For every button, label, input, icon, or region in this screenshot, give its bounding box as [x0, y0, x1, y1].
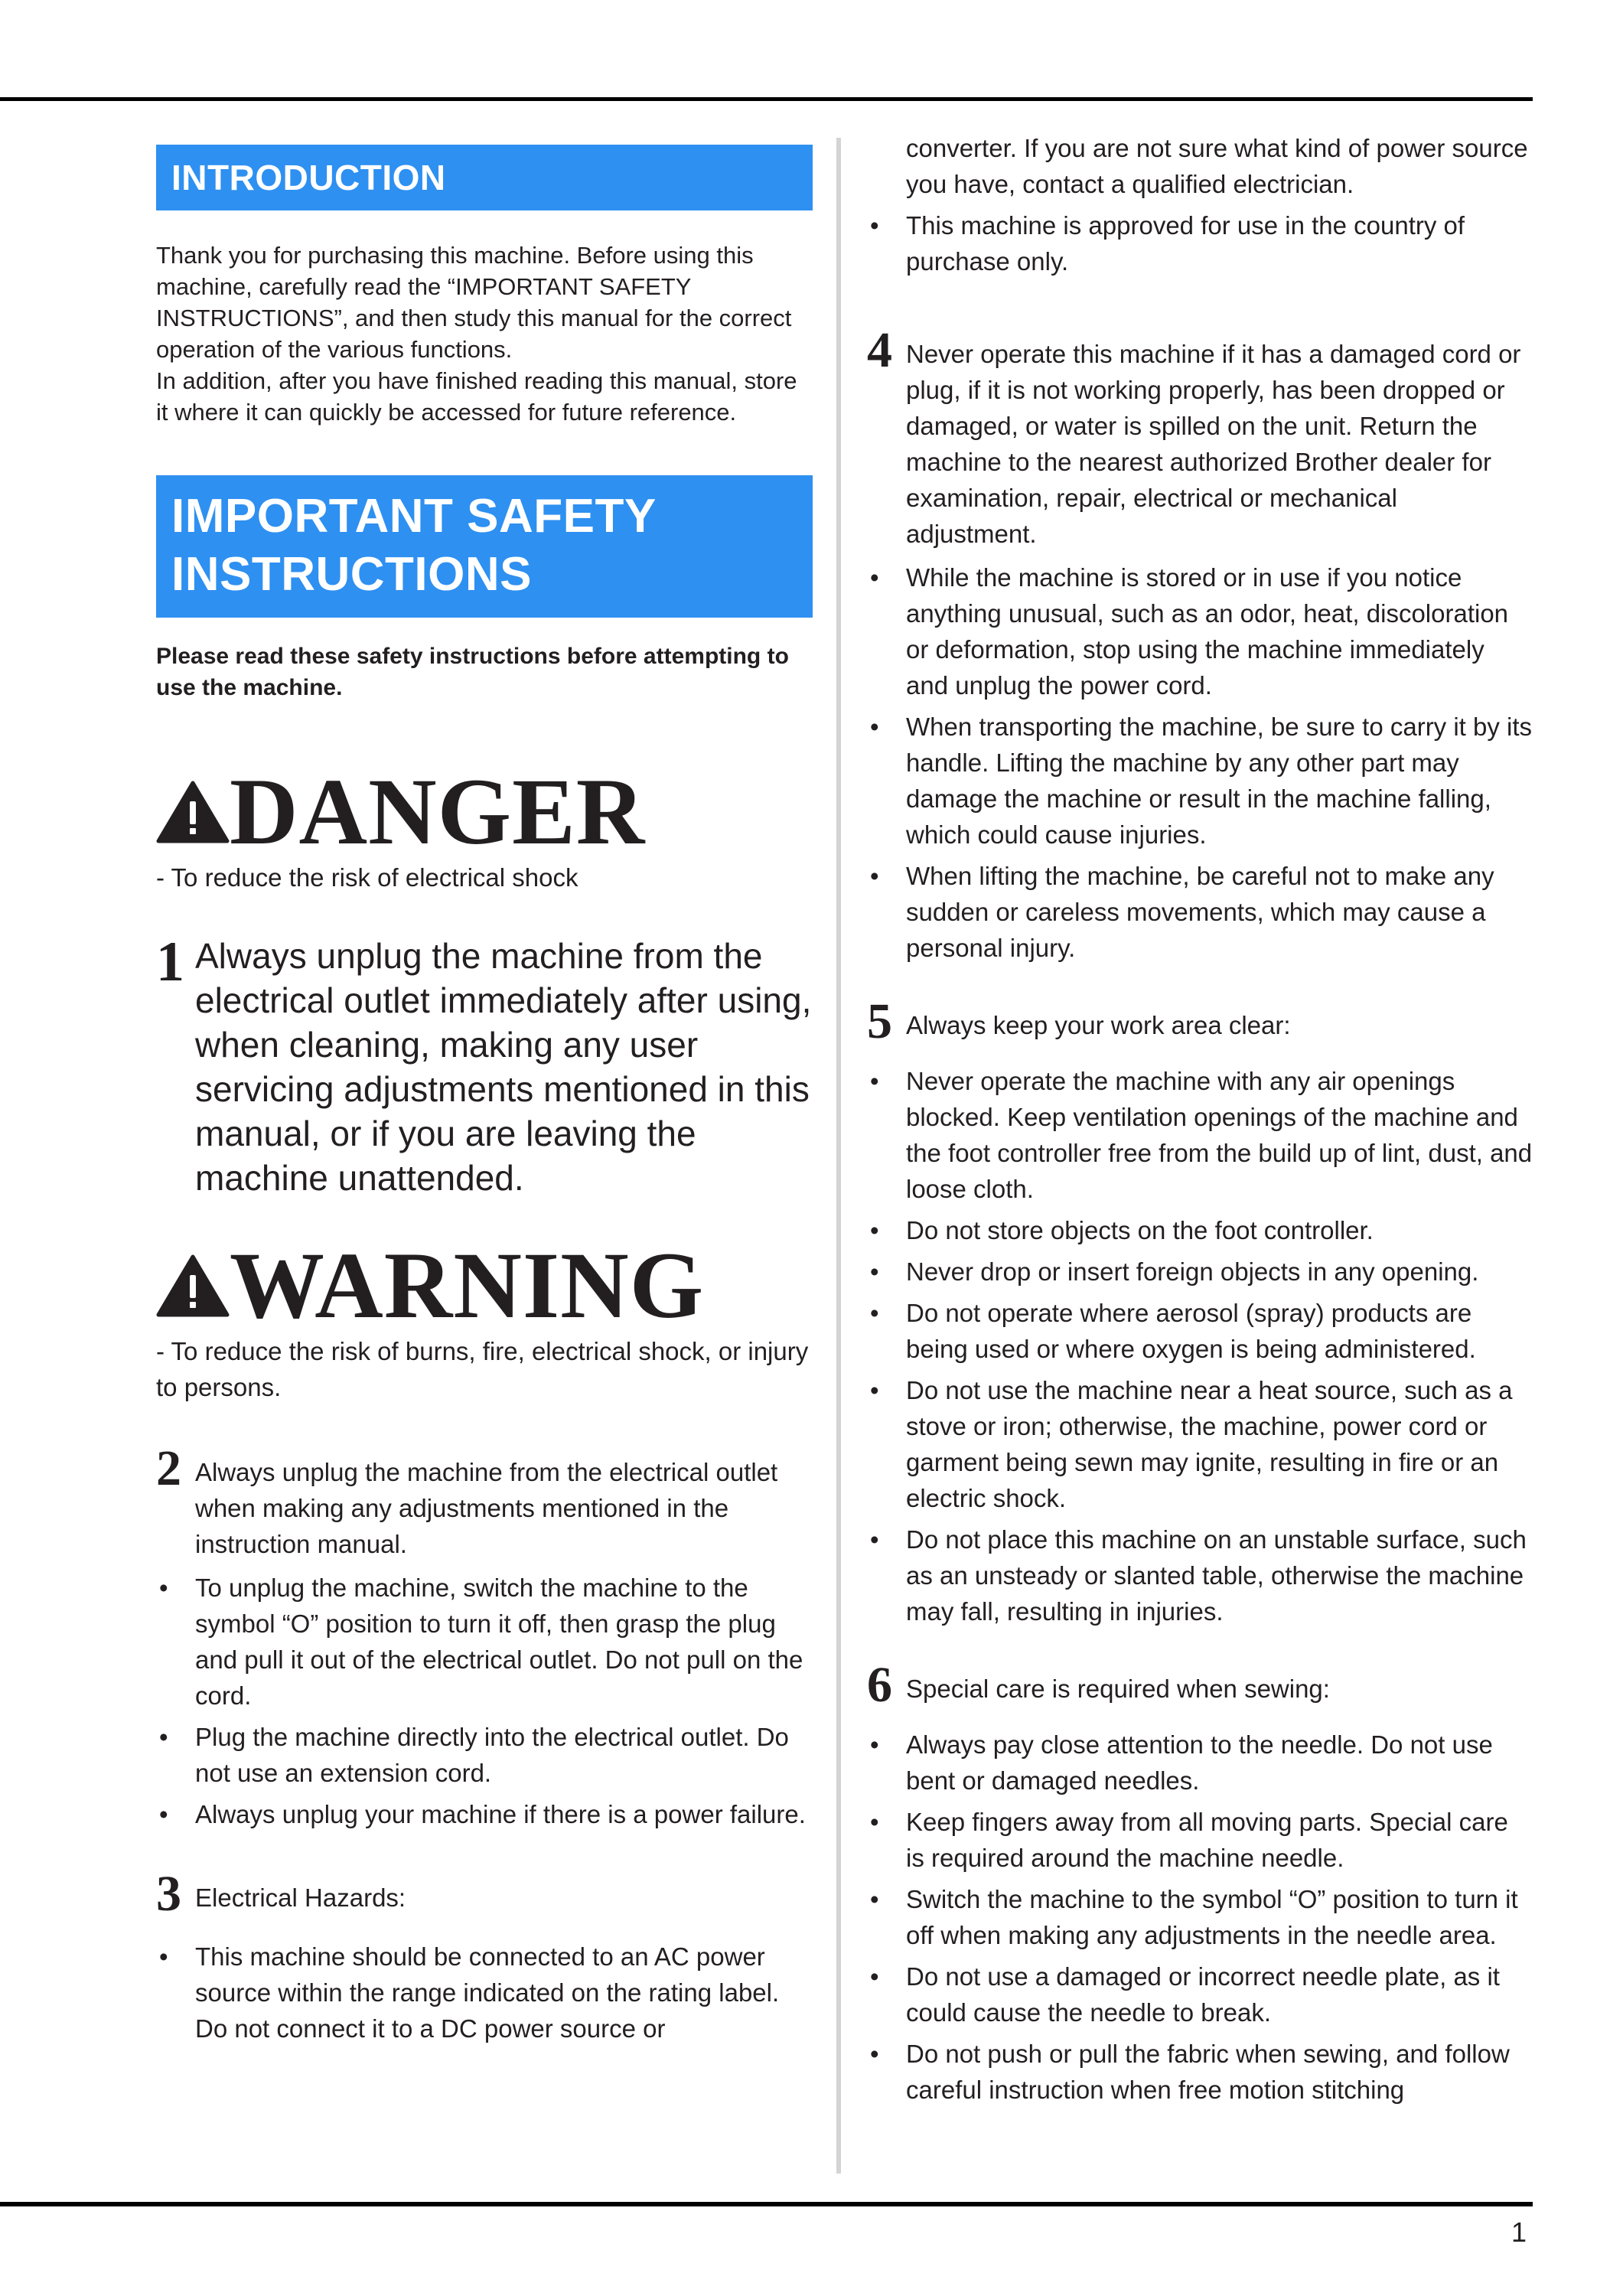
list-item: • Never drop or insert foreign objects in any opening.: [867, 1254, 1533, 1290]
item-lead-text: Always unplug the machine from the electrical outlet immediately after using, when cleaning, making any user servicing adjustments mentioned in this manual, or if you are leaving the machine unattended.: [195, 936, 812, 1198]
list-item: • While the machine is stored or in use if you notice anything unusual, such as an odor, heat, discoloration or deformation, stop using the machine immediately and unplug the power cord.: [867, 559, 1533, 703]
item-lead-text: Always unplug the machine from the electrical outlet when making any adjustments mentioned in the instruction manual.: [195, 1458, 778, 1558]
warning-triangle-icon: [156, 1254, 230, 1318]
bottom-rule: [0, 2202, 1533, 2206]
safety-note: Please read these safety instructions before attempting to use the machine.: [156, 644, 789, 700]
item-number: 4: [867, 322, 892, 378]
danger-subtitle: - To reduce the risk of electrical shock: [156, 863, 578, 892]
list-item: • Do not operate where aerosol (spray) products are being used or where oxygen is being administered.: [867, 1295, 1533, 1367]
item-bullet-list: [156, 1570, 813, 1832]
safety-item-5: [867, 993, 1533, 1629]
item-lead-text: Never operate this machine if it has a damaged cord or plug, if it is not working properly, has been dropped or damaged, or water is spilled on the unit. Return the machine to the nearest authorized Brother dealer for examination, repair, electrical or mechanical adjustment.: [906, 340, 1521, 548]
item-lead-text: Always keep your work area clear:: [906, 1011, 1291, 1039]
list-item: • Plug the machine directly into the electrical outlet. Do not use an extension cord.: [156, 1719, 813, 1791]
list-item: • To unplug the machine, switch the machine to the symbol “O” position to turn it off, then grasp the plug and pull it out of the electrical outlet. Do not pull on the cord.: [156, 1570, 813, 1714]
item-3-continued-text: converter. If you are not sure what kind of power source you have, contact a qualified electrician.: [906, 134, 1528, 198]
item-number: 5: [867, 993, 892, 1049]
list-item: • Switch the machine to the symbol “O” position to turn it off when making any adjustments in the needle area.: [867, 1881, 1533, 1953]
list-item: • When lifting the machine, be careful not to make any sudden or careless movements, which may cause a personal injury.: [867, 858, 1533, 966]
safety-heading: IMPORTANT SAFETY INSTRUCTIONS: [156, 475, 813, 618]
left-column: [156, 145, 813, 2052]
item-bullet-list: [156, 1939, 813, 2047]
column-divider: [836, 138, 841, 2174]
introduction-paragraph: In addition, after you have finished reading this manual, store it where it can quickly be accessed for future reference.: [156, 367, 797, 426]
item-lead-text: Special care is required when sewing:: [906, 1675, 1330, 1703]
item-bullet-list: [867, 559, 1533, 966]
list-item: • Keep fingers away from all moving parts. Special care is required around the machine needle.: [867, 1804, 1533, 1876]
warning-word: WARNING: [230, 1233, 705, 1338]
list-item: • This machine is approved for use in the country of purchase only.: [867, 207, 1533, 279]
page-number: 1: [1511, 2216, 1527, 2248]
warning-subtitle: - To reduce the risk of burns, fire, electrical shock, or injury to persons.: [156, 1337, 809, 1401]
list-item: • Do not push or pull the fabric when sewing, and follow careful instruction when free motion stitching: [867, 2036, 1533, 2108]
warning-triangle-icon: [156, 780, 230, 844]
item-number: 2: [156, 1440, 181, 1496]
safety-item-2: [156, 1440, 813, 1832]
list-item: • Do not use a damaged or incorrect needle plate, as it could cause the needle to break.: [867, 1958, 1533, 2030]
introduction-paragraph: Thank you for purchasing this machine. Before using this machine, carefully read the “IMPORTANT SAFETY INSTRUCTIONS”, and then study this manual for the correct operation of the various functions.: [156, 242, 792, 363]
item-number: 3: [156, 1866, 181, 1922]
warning-heading: [156, 1233, 813, 1338]
introduction-body: [156, 240, 813, 428]
list-item: • Always unplug your machine if there is a power failure.: [156, 1796, 813, 1832]
introduction-heading: INTRODUCTION: [156, 145, 813, 210]
safety-item-4: [867, 322, 1533, 966]
safety-item-3: [156, 1866, 813, 2047]
list-item: • Do not use the machine near a heat source, such as a stove or iron; otherwise, the machine, power cord or garment being sewn may ignite, resulting in fire or an electric shock.: [867, 1372, 1533, 1516]
danger-heading: [156, 759, 813, 864]
item-number: 6: [867, 1657, 892, 1713]
item-number: 1: [156, 931, 184, 993]
item-lead-text: Electrical Hazards:: [195, 1883, 406, 1912]
list-item: • Never operate the machine with any air openings blocked. Keep ventilation openings of the machine and the foot controller free from the build up of lint, dust, and loose cloth.: [867, 1063, 1533, 1207]
list-item: • Do not store objects on the foot controller.: [867, 1212, 1533, 1248]
safety-item-1: [156, 931, 813, 1200]
danger-word: DANGER: [230, 759, 646, 864]
list-item: • Do not place this machine on an unstable surface, such as an unsteady or slanted table, otherwise the machine may fall, resulting in injuries.: [867, 1521, 1533, 1629]
item-bullet-list: [867, 1727, 1533, 2108]
list-item: • This machine should be connected to an AC power source within the range indicated on the rating label. Do not connect it to a DC power source or: [156, 1939, 813, 2047]
item-bullet-list: [867, 207, 1533, 279]
right-column: [867, 130, 1533, 2113]
item-bullet-list: [867, 1063, 1533, 1629]
list-item: • Always pay close attention to the needle. Do not use bent or damaged needles.: [867, 1727, 1533, 1799]
safety-item-6: [867, 1657, 1533, 2108]
top-rule: [0, 97, 1533, 101]
list-item: • When transporting the machine, be sure to carry it by its handle. Lifting the machine by any other part may damage the machine or result in the machine falling, which could cause injuries.: [867, 709, 1533, 853]
